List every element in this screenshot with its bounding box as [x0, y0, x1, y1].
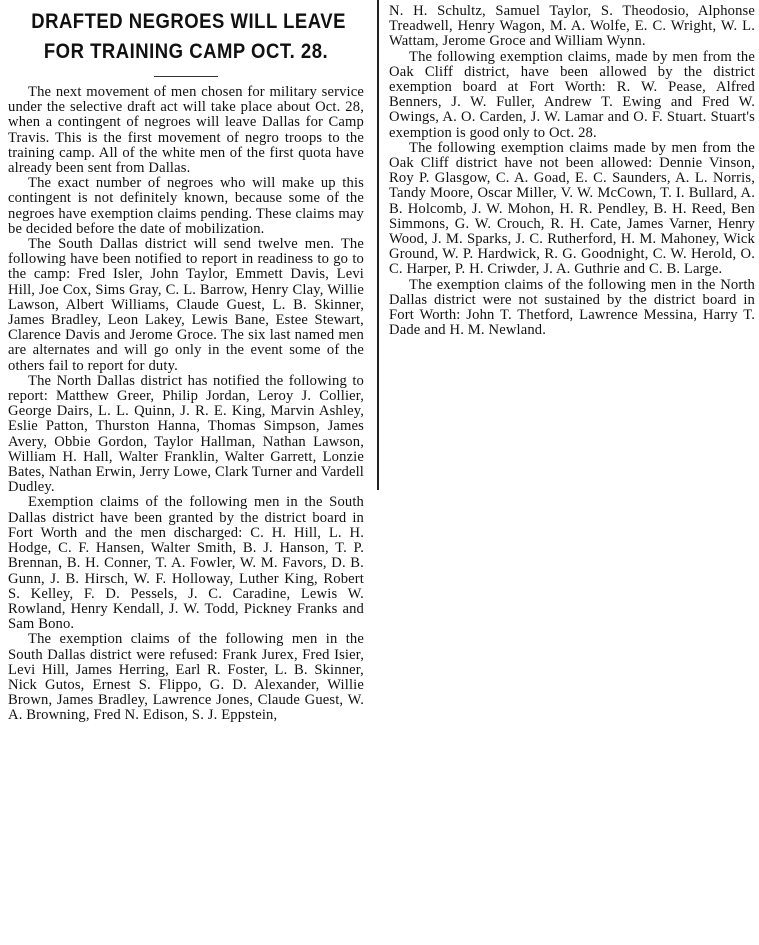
- paragraph-south-dallas: The South Dallas district will send twelve men. The following have been notified to report in readiness to go to the camp: Fred Isler, John Taylor, Emmett Davis, Levi Hill, Joe Cox, Sims Gray, C. L. Barrow, Henry Clay, Willie Lawson, Albert Williams, Claude Guest, L. B. Skinner, James Bradley, Leon Lakey, Lewis Bane, Estee Stewart, Clarence Davis and Jerome Groce. The six last named men are alternates and will go only in the event some of the others fail to report for duty.: [8, 236, 364, 374]
- right-column: [385, 0, 759, 945]
- headline-line-2: FOR TRAINING CAMP OCT. 28.: [43, 39, 329, 63]
- paragraph-exemptions-refused: The exemption claims of the following men in the South Dallas district were refused: Frank Jurex, Fred Isier, Levi Hill, James Herring, Earl R. Foster, L. B. Skinner, Nick Gutos, Ernest S. Flippo, G. D. Alexander, Willie Brown, James Bradley, Lawrence Jones, Claude Guest, W. A. Browning, Fred N. Edison, S. J. Eppstein,: [8, 631, 364, 724]
- column-divider: [377, 0, 379, 490]
- paragraph-contingent: The exact number of negroes who will make up this contingent is not definitely known, because some of the negroes have exemption claims pending. These claims may be decided before the date of mobilization.: [8, 175, 364, 237]
- headline: [31, 6, 346, 66]
- paragraph-north-dallas: The North Dallas district has notified the following to report: Matthew Greer, Philip Jordan, Leroy J. Collier, George Dairs, L. L. Quinn, J. R. E. King, Marvin Ashley, Eslie Patton, Thurston Hanna, Thomas Simpson, James Avery, Obbie Gordon, Taylor Hallman, Nathan Lawson, William H. Hall, Walter Franklin, Walter Garrett, Lonzie Bates, Nathan Erwin, Jerry Lowe, Clark Turner and Vardell Dudley.: [8, 372, 364, 496]
- headline-line-1: DRAFTED NEGROES WILL LEAVE: [31, 9, 346, 33]
- paragraph-oak-cliff-allowed: The following exemption claims, made by men from the Oak Cliff district, have been allowed by the district exemption board at Fort Worth: R. W. Pease, Alfred Benners, J. W. Fuller, Andrew T. Ewing and Fred W. Owings, A. O. Carden, J. W. Lamar and O. F. Stuart. Stuart's exemption is good only to Oct. 28.: [389, 48, 755, 141]
- paragraph-intro: The next movement of men chosen for military service under the selective draft act will take place about Oct. 28, when a contingent of negroes will leave Dallas for Camp Travis. This is the first movement of negro troops to the training camp. All of the white men of the first quota have already been sent from Dallas.: [8, 84, 364, 177]
- left-column: [0, 0, 372, 945]
- paragraph-continuation: N. H. Schultz, Samuel Taylor, S. Theodosio, Alphonse Treadwell, Henry Wagon, M. A. Wolfe, E. C. Wright, W. L. Wattam, Jerome Groce and William Wynn.: [389, 3, 755, 50]
- paragraph-north-dallas-not-sustained: The exemption claims of the following men in the North Dallas district were not sustained by the district board in Fort Worth: John T. Thetford, Lawrence Messina, Harry T. Dade and H. M. Newland.: [389, 276, 755, 339]
- paragraph-exemptions-granted: Exemption claims of the following men in the South Dallas district have been granted by the district board in Fort Worth and the men discharged: C. H. Hill, L. H. Hodge, C. F. Hansen, Walter Smith, B. J. Hanson, T. P. Brennan, B. H. Conner, T. A. Fowler, W. M. Favors, D. B. Gunn, J. B. Hirsch, W. F. Holloway, Luther King, Robert S. Kelley, F. D. Pessels, J. C. Caradine, Lewis W. Rowland, Henry Kendall, J. W. Todd, Pickney Franks and Sam Bono.: [8, 494, 364, 633]
- headline-divider: [154, 76, 218, 77]
- paragraph-oak-cliff-not-allowed: The following exemption claims made by men from the Oak Cliff district have not been allowed: Dennie Vinson, Roy P. Glasgow, C. A. Goad, E. C. Saunders, A. L. Norris, Tandy Moore, Oscar Miller, V. W. McCown, T. I. Bullard, A. B. Holcomb, J. W. Mohon, H. R. Pendley, B. H. Reed, Ben Simmons, G. W. Crouch, R. H. Cate, James Varner, Henry Wood, J. M. Sparks, J. C. Rutherford, H. M. Mahoney, Wick Ground, W. P. Hardwick, R. G. Goodnight, C. W. Herold, O. C. Harper, P. H. Criwder, J. A. Guthrie and C. B. Large.: [389, 139, 755, 278]
